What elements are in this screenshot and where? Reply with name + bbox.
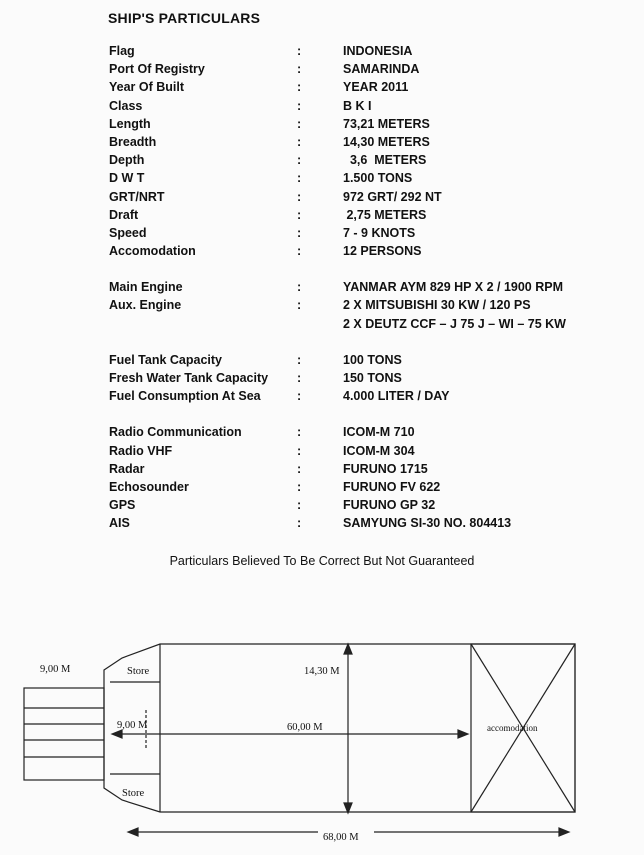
particular-label: GRT/NRT — [109, 189, 165, 204]
particular-separator: : — [297, 461, 302, 476]
group-gap — [0, 262, 644, 280]
particular-row — [0, 80, 644, 98]
total-length-label: 68,00 M — [323, 832, 359, 843]
particular-label: Main Engine — [109, 280, 183, 295]
particular-value: 73,21 METERS — [343, 116, 430, 131]
particular-value: 972 GRT/ 292 NT — [343, 189, 442, 204]
particular-value: SAMYUNG SI-30 NO. 804413 — [343, 516, 512, 531]
particular-label: Fuel Tank Capacity — [109, 352, 222, 367]
particular-row — [0, 516, 644, 534]
particular-value: 100 TONS — [343, 352, 402, 367]
particular-label: Year Of Built — [109, 80, 185, 95]
particular-separator: : — [297, 134, 302, 149]
particular-row — [0, 480, 644, 498]
disclaimer-note: Particulars Believed To Be Correct But Not Guaranteed — [169, 554, 475, 568]
particular-row — [0, 226, 644, 244]
particular-label: Length — [109, 116, 151, 131]
particular-row — [0, 208, 644, 226]
particular-row — [0, 298, 644, 316]
particular-separator: : — [297, 443, 302, 458]
particular-value: 4.000 LITER / DAY — [343, 389, 450, 404]
particular-separator: : — [297, 225, 302, 240]
arrowhead — [128, 828, 138, 836]
particular-label: Echosounder — [109, 479, 189, 494]
particular-value: 1.500 TONS — [343, 171, 413, 186]
particular-row — [0, 317, 644, 335]
particular-value: FURUNO FV 622 — [343, 479, 441, 494]
particular-label: Radio Communication — [109, 425, 242, 440]
particular-row — [0, 425, 644, 443]
particular-row — [0, 190, 644, 208]
particular-value: 14,30 METERS — [343, 134, 430, 149]
particular-row — [0, 135, 644, 153]
particular-value: FURUNO GP 32 — [343, 498, 436, 513]
particulars-list — [0, 44, 644, 535]
particular-separator: : — [297, 371, 302, 385]
particular-label: Breadth — [109, 134, 157, 149]
particular-value: YEAR 2011 — [343, 80, 409, 95]
particular-separator: : — [297, 153, 302, 168]
particular-value: 7 - 9 KNOTS — [343, 225, 416, 240]
particular-separator: : — [297, 516, 302, 531]
particular-row — [0, 444, 644, 462]
particular-separator: : — [297, 389, 302, 404]
store-top-label: Store — [127, 666, 150, 677]
particular-row — [0, 99, 644, 117]
particular-separator: : — [297, 352, 302, 367]
particular-value: ICOM-M 710 — [343, 425, 415, 440]
particular-row — [0, 462, 644, 480]
arrowhead — [559, 828, 569, 836]
particular-row — [0, 117, 644, 135]
particular-value: FURUNO 1715 — [343, 461, 428, 476]
width-label: 9,00 M — [40, 664, 71, 675]
arrowhead — [344, 644, 352, 654]
particular-separator: : — [297, 298, 302, 313]
particular-value: 3,6 METERS — [343, 153, 427, 168]
particular-row — [0, 244, 644, 262]
particular-label: Accomodation — [109, 244, 196, 259]
particular-row — [0, 44, 644, 62]
particular-row — [0, 498, 644, 516]
group-gap — [0, 407, 644, 425]
particular-row — [0, 62, 644, 80]
arrowhead — [112, 730, 122, 738]
particular-row — [0, 171, 644, 189]
particular-value: ICOM-M 304 — [343, 443, 415, 458]
particular-label: Port Of Registry — [109, 62, 205, 77]
particular-row — [0, 353, 644, 371]
particular-row — [0, 389, 644, 407]
particular-separator: : — [297, 280, 302, 295]
particular-value: 2 X MITSUBISHI 30 KW / 120 PS — [343, 298, 531, 313]
particular-separator: : — [297, 244, 302, 259]
particular-row — [0, 153, 644, 171]
particular-label: Fresh Water Tank Capacity — [109, 371, 269, 385]
particular-row — [0, 371, 644, 389]
particular-value: INDONESIA — [343, 44, 413, 58]
store-bottom-label: Store — [122, 788, 145, 799]
inner-width-label: 9,00 M — [117, 720, 148, 731]
particular-separator: : — [297, 479, 302, 494]
particular-separator: : — [297, 498, 302, 513]
particular-value: B K I — [343, 98, 372, 113]
particular-label: Depth — [109, 153, 145, 168]
particular-label: Flag — [109, 44, 135, 58]
particular-label: Fuel Consumption At Sea — [109, 389, 261, 404]
particular-separator: : — [297, 207, 302, 222]
particular-row — [0, 280, 644, 298]
particular-value: 2 X DEUTZ CCF – J 75 J – WI – 75 KW — [343, 316, 566, 331]
particular-separator: : — [297, 116, 302, 131]
group-gap — [0, 335, 644, 353]
particular-label: Class — [109, 98, 143, 113]
stern-outline — [24, 688, 104, 780]
arrowhead — [458, 730, 468, 738]
particular-value: YANMAR AYM 829 HP X 2 / 1900 RPM — [343, 280, 564, 295]
particular-label: AIS — [109, 516, 130, 531]
particular-value: 2,75 METERS — [343, 207, 427, 222]
accomodation-label: accomodation — [487, 723, 538, 733]
particular-label: Speed — [109, 225, 147, 240]
particular-label: Draft — [109, 207, 139, 222]
particular-value: SAMARINDA — [343, 62, 420, 77]
particular-separator: : — [297, 425, 302, 440]
particular-label: GPS — [109, 498, 136, 513]
particular-separator: : — [297, 80, 302, 95]
particular-label: Radar — [109, 461, 145, 476]
particular-separator: : — [297, 171, 302, 186]
particular-label: Radio VHF — [109, 443, 173, 458]
breadth-label: 14,30 M — [304, 666, 340, 677]
particular-separator: : — [297, 44, 302, 58]
hold-length-label: 60,00 M — [287, 722, 323, 733]
particular-label: D W T — [109, 171, 145, 186]
particular-value: 12 PERSONS — [343, 244, 422, 259]
page-title: SHIP'S PARTICULARS — [108, 10, 261, 26]
particular-value: 150 TONS — [343, 371, 402, 385]
particular-label: Aux. Engine — [109, 298, 182, 313]
deck-plan-drawing — [0, 600, 644, 855]
particular-separator: : — [297, 98, 302, 113]
particular-separator: : — [297, 62, 302, 77]
particular-separator: : — [297, 189, 302, 204]
